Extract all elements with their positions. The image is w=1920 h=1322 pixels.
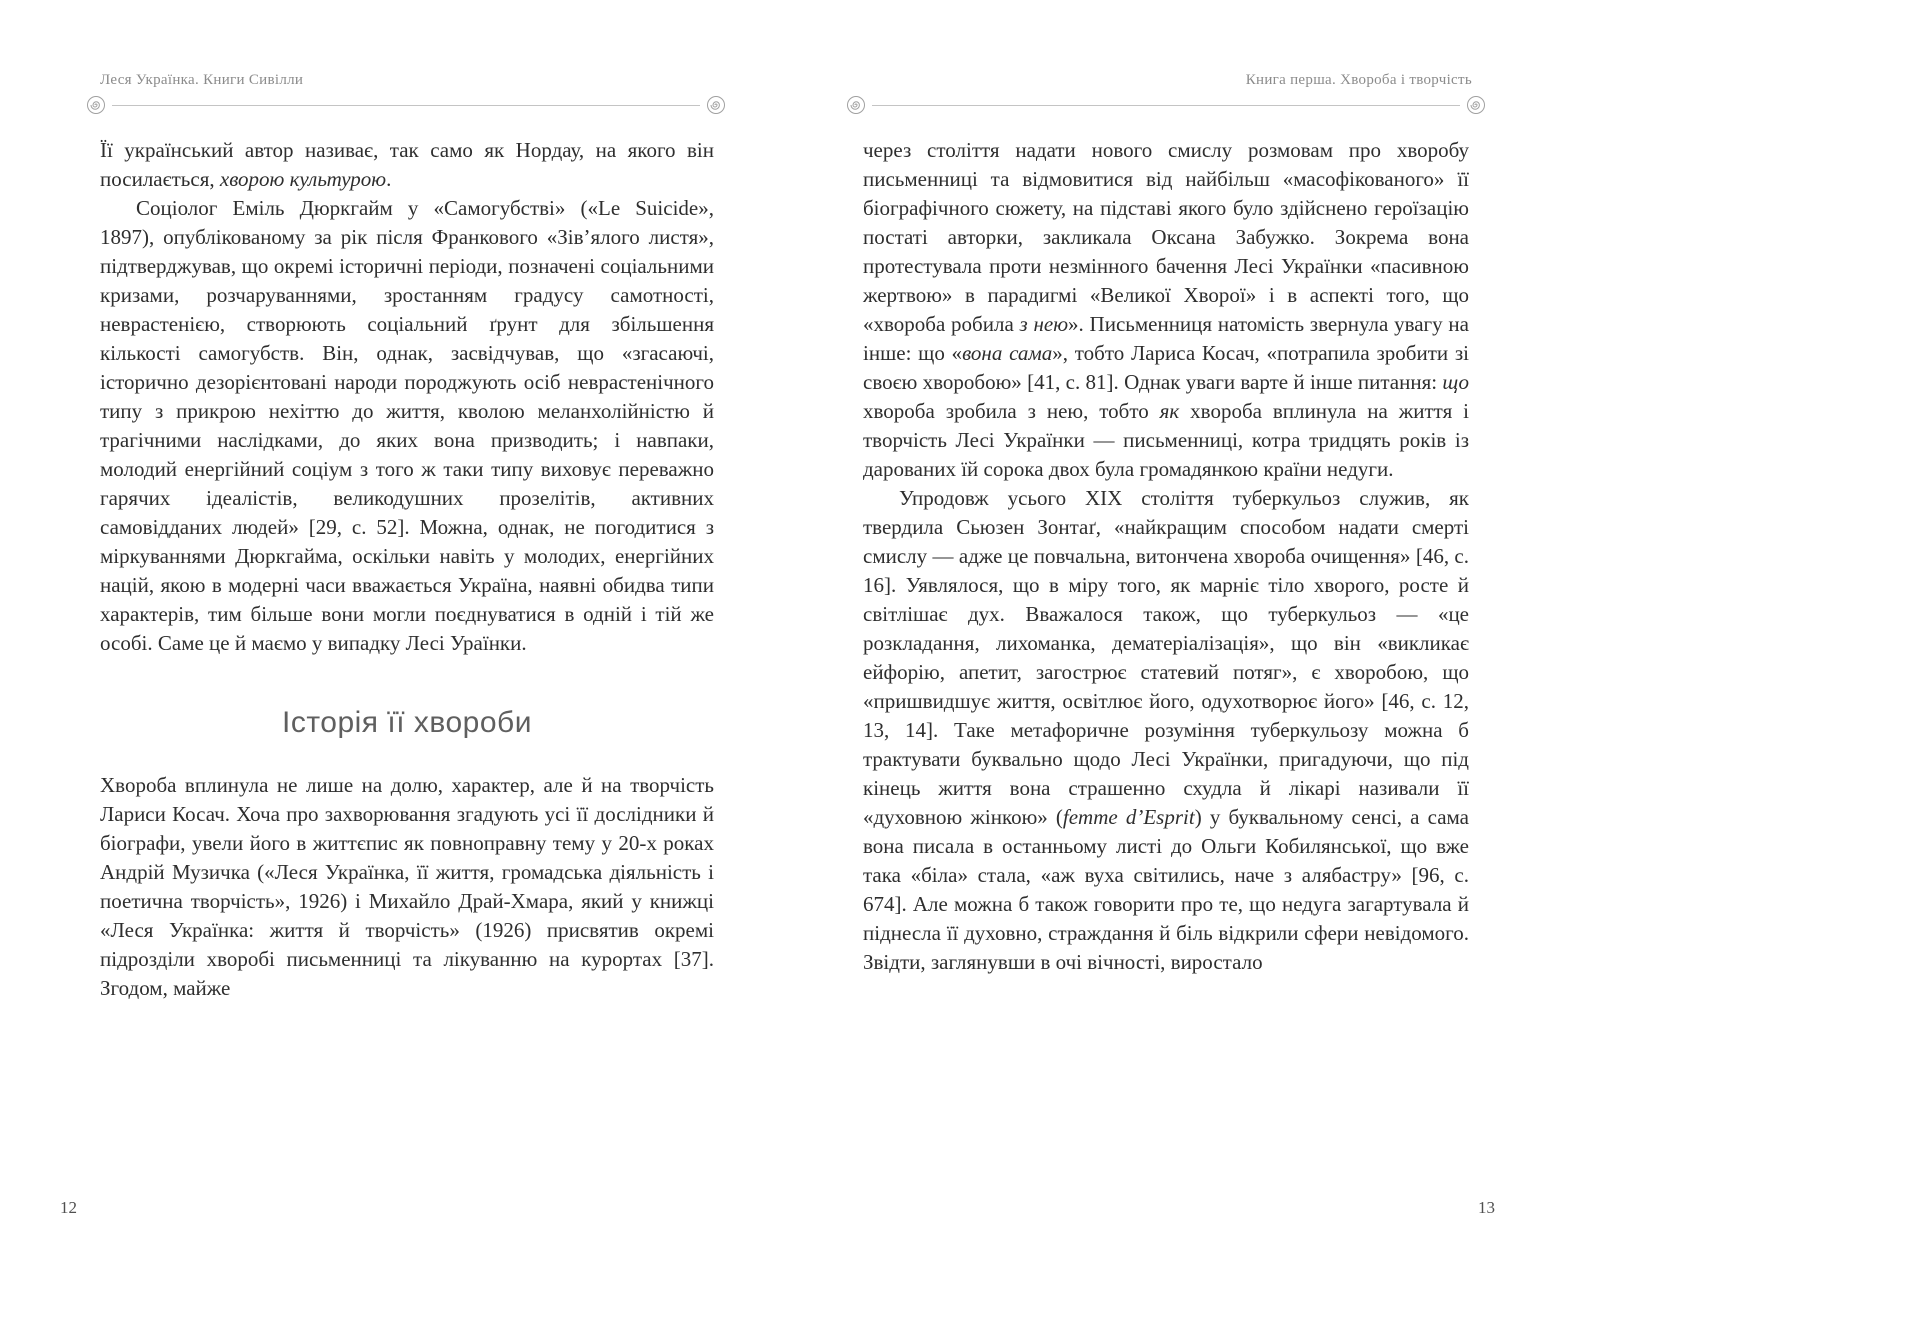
text-segment: ) у буквальному сенсі, а сама вона писала в останньому листі до Ольги Кобилянської, що вже така «біла» стала, «аж вуха світились, наче з алябастру» [96, с. 674]. Але можна б також говорити про те, що недуга загартувала й піднесла її духовно, страждання й біль відкрили сфери невідомого. Звідти, заглянувши в очі вічності, виростало <box>863 805 1469 974</box>
paragraph <box>100 136 714 194</box>
italic-text-segment: femme d’Esprit <box>1062 805 1195 829</box>
page-body-right <box>863 136 1469 977</box>
paragraph <box>100 194 714 658</box>
header-rule-right <box>846 94 1486 116</box>
italic-text-segment: з нею <box>1019 312 1069 336</box>
text-segment: », тобто Лариса Косач, «потрапила зробити зі своєю хворобою» [41, с. 81]. Однак уваги варте й інше питання: <box>863 341 1469 394</box>
text-segment: Її український автор називає, так само як Нордау, на якого він посилається, <box>100 138 714 191</box>
italic-text-segment: що <box>1442 370 1469 394</box>
header-rule-line <box>112 105 700 106</box>
running-header-right: Книга перша. Хвороба і творчість <box>1245 72 1472 88</box>
page-number-right: 13 <box>1478 1198 1495 1217</box>
header-rule-left <box>86 94 726 116</box>
running-header-left: Леся Українка. Книги Сивілли <box>100 72 304 88</box>
italic-text-segment: хворою культурою <box>219 167 387 191</box>
paragraph <box>100 771 714 1003</box>
italic-text-segment: як <box>1159 399 1180 423</box>
page-body-left <box>100 136 714 1003</box>
text-segment: . <box>386 167 392 191</box>
spiral-ornament-icon <box>846 95 866 115</box>
text-segment: Хвороба вплинула не лише на долю, характер, але й на творчість Лариси Косач. Хоча про захворювання згадують усі її дослідники й біографи, увели його в життєпис як повноправну тему у 20-х роках Андрій Музичка («Леся Українка, її життя, громадська діяльність і поетична творчість», 1926) і Михайло Драй-Хмара, який у книжці «Леся Українка: життя й творчість» (1926) присвятив окремі підрозділи хворобі письменниці та лікуванню на курортах [37]. Згодом, майже <box>100 773 714 1000</box>
text-segment: хвороба вплинула на життя і творчість Лесі Українки — письменниці, котра тридцять років із дарованих їй сорока двох була громадянкою країни недуги. <box>863 399 1469 481</box>
text-segment: ». Письменниця натомість звернула увагу на інше: що « <box>863 312 1469 365</box>
text-segment: Соціолог Еміль Дюркгайм у «Самогубстві» («Le Suicide», 1897), опублікованому за рік після Франкового «Зів’ялого листя», підтверджував, що окремі історичні періоди, позначені соціальними кризами, розчаруваннями, зростанням градусу самотності, неврастенією, створюють соціальний ґрунт для збільшення кількості самогубств. Він, однак, засвідчував, що «згасаючі, історично дезорієнтовані народи породжують осіб неврастенічного типу з прикрою нехіттю до життя, кволою меланхолійністю й трагічними наслідками, до яких вона призводить; і навпаки, молодий енергійний соціум з того ж таки типу виховує переважно гарячих ідеалістів, великодушних прозелітів, активних самовідданих людей» [29, с. 52]. Можна, однак, не погодитися з міркуваннями Дюркгайма, оскільки навіть у молодих, енергійних націй, якою в модерні часи вважається Україна, наявні обидва типи характерів, тим більше вони могли поєднуватися в одній і тій же особі. Саме це й маємо у випадку Лесі Ураїнки. <box>100 196 714 655</box>
text-segment: через століття надати нового смислу розмовам про хворобу письменниці та відмовитися від найбільш «масофікованого» її біографічного сюжету, на підставі якого було здійснено героїзацію постаті авторки, закликала Оксана Забужко. Зокрема вона протестувала проти незмінного бачення Лесі Українки «пасивною жертвою» в парадигмі «Великої Хворої» і в аспекті того, що «хвороба робила <box>863 138 1469 336</box>
section-heading: Історія її хвороби <box>282 706 532 739</box>
spiral-ornament-icon <box>1466 95 1486 115</box>
page-number-left: 12 <box>60 1198 77 1217</box>
spiral-ornament-icon <box>706 95 726 115</box>
paragraph <box>863 136 1469 484</box>
italic-text-segment: вона сама <box>962 341 1053 365</box>
header-rule-line <box>872 105 1460 106</box>
text-segment: Упродовж усього XIX століття туберкульоз служив, як твердила Сьюзен Зонтаґ, «найкращим способом надати смерті смислу — адже це повчальна, витончена хвороба очищення» [46, с. 16]. Уявлялося, що в міру того, як марніє тіло хворого, росте й світлішає дух. Вважалося також, що туберкульоз — «це розкладання, лихоманка, дематеріалізація», що він «викликає ейфорію, апетит, загострює статевий потяг», є хворобою, що «пришвидшує життя, освітлює його, одухотворює його» [46, с. 12, 13, 14]. Таке метафоричне розуміння туберкульозу можна б трактувати буквально щодо Лесі Українки, пригадуючи, що під кінець життя вона страшенно схудла й лікарі називали її «духовною жінкою» ( <box>863 486 1469 829</box>
paragraph <box>863 484 1469 977</box>
text-segment: хвороба зробила з нею, тобто <box>863 399 1160 423</box>
spiral-ornament-icon <box>86 95 106 115</box>
